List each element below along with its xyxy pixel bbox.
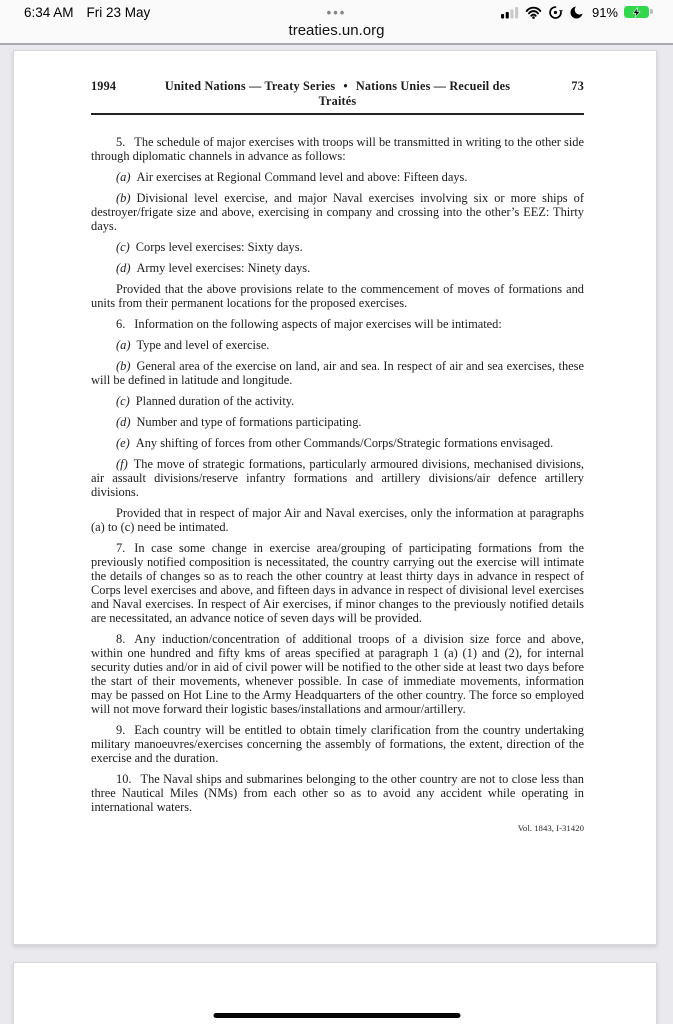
header-title-fr: Nations Unies — Recueil des Traités: [318, 79, 511, 108]
status-right: [501, 5, 649, 20]
doc-paragraph: [91, 191, 584, 233]
paragraph-number: 10.: [116, 772, 132, 786]
doc-paragraph: [91, 338, 584, 352]
running-header: [91, 79, 584, 115]
paragraph-text: Information on the following aspects of major exercises will be intimated:: [134, 317, 502, 331]
doc-paragraph: [91, 359, 584, 387]
volume-citation: Vol. 1843, I-31420: [517, 823, 584, 833]
list-letter: (a): [116, 338, 131, 352]
header-title-en: United Nations — Treaty Series: [164, 79, 336, 93]
doc-paragraph: [91, 240, 584, 254]
paragraph-text: Any induction/concentration of additional troops of a division size force and above, within one hundred and fifty kms of areas specified at paragraph 1 (a) (1) and (2), for internal security duties and/or in aid of civil power will be notified to the other side at least two days before the start of their movements, whenever possible. In case of immediate movements, information may be passed on Hot Line to the Army Headquarters of the other country. The force so employed will not move forward their logistic bases/installations and armour/artillery.: [91, 632, 584, 716]
paragraph-text: Type and level of exercise.: [136, 338, 270, 352]
doc-paragraph: [91, 436, 584, 450]
header-year: 1994: [91, 79, 117, 93]
list-letter: (b): [116, 191, 131, 205]
paragraph-text: General area of the exercise on land, air and sea. In respect of air and sea exercises, these will be defined in latitude and longitude.: [91, 359, 584, 387]
paragraph-text: Army level exercises: Ninety days.: [136, 261, 311, 275]
status-left: [24, 5, 150, 20]
cellular-signal-icon: [501, 6, 519, 19]
paragraph-number: 7.: [116, 541, 126, 555]
paragraph-text: In case some change in exercise area/grouping of participating formations from the previously notified composition is necessitated, the country carrying out the exercise will intimate the details of changes so as to reach the other country at least thirty days in advance in respect of Corps level exercises and above, and fifteen days in advance in respect of divisional level exercises and Naval exercises. In respect of Air exercises, if minor changes to the previously notified details are necessitated, an advance notice of seven days will be provided.: [91, 541, 584, 625]
orientation-lock-icon: [548, 5, 563, 20]
header-page-number: 73: [571, 79, 584, 93]
list-letter: (c): [116, 240, 130, 254]
status-time: 6:34 AM: [24, 4, 74, 20]
pdf-viewport[interactable]: [0, 45, 673, 1024]
header-bullet: •: [343, 79, 348, 93]
doc-paragraph: [91, 506, 584, 534]
doc-paragraph: [91, 282, 584, 310]
doc-paragraph: [91, 723, 584, 765]
paragraph-text: Divisional level exercise, and major Naval exercises involving six or more ships of destroyer/frigate size and above, exercising in company and crossing into the other’s EEZ: Thirty days.: [91, 191, 584, 233]
battery-percent: 91%: [591, 4, 618, 20]
safari-chrome: [0, 0, 673, 45]
paragraph-text: Provided that the above provisions relate to the commencement of moves of formations and units from their permanent locations for the proposed exercises.: [91, 282, 584, 310]
multitask-dots-icon[interactable]: •••: [326, 5, 347, 20]
doc-paragraph: [91, 317, 584, 331]
list-letter: (d): [116, 261, 131, 275]
status-date: Fri 23 May: [86, 4, 151, 20]
focus-moon-icon: [569, 5, 584, 20]
paragraph-text: The move of strategic formations, particularly armoured divisions, mechanised divisions, air assault divisions/reserve infantry formations and artillery divisions/air defence artillery divisions.: [91, 457, 584, 499]
pdf-page-1: [13, 50, 657, 945]
status-bar: [0, 0, 673, 22]
list-letter: (c): [116, 394, 130, 408]
url-text[interactable]: treaties.un.org: [288, 22, 385, 39]
header-title: [161, 79, 514, 109]
doc-paragraph: [91, 394, 584, 408]
paragraph-text: Number and type of formations participating.: [136, 415, 362, 429]
paragraph-text: Each country will be entitled to obtain timely clarification from the country undertaking military manoeuvres/exercises concerning the assembly of formations, the extent, direction of the exercise and the duration.: [91, 723, 584, 765]
paragraph-text: Air exercises at Regional Command level and above: Fifteen days.: [136, 170, 468, 184]
paragraph-text: The schedule of major exercises with troops will be transmitted in writing to the other side through diplomatic channels in advance as follows:: [91, 135, 584, 163]
doc-paragraph: [91, 632, 584, 716]
paragraph-text: The Naval ships and submarines belonging to the other country are not to close less than three Nautical Miles (NMs) from each other so as to avoid any accident while operating in international waters.: [91, 772, 584, 814]
list-letter: (d): [116, 415, 131, 429]
doc-paragraph: [91, 135, 584, 163]
wifi-icon: [525, 6, 542, 19]
charging-bolt-icon: [631, 7, 642, 18]
paragraph-number: 9.: [116, 723, 126, 737]
home-indicator[interactable]: [213, 1013, 460, 1019]
url-bar[interactable]: [0, 22, 673, 43]
document-body: [91, 135, 584, 833]
doc-paragraph: [91, 457, 584, 499]
list-letter: (e): [116, 436, 130, 450]
paragraph-text: Corps level exercises: Sixty days.: [135, 240, 303, 254]
doc-paragraph: [91, 170, 584, 184]
paragraph-number: 6.: [116, 317, 126, 331]
paragraph-number: 5.: [116, 135, 126, 149]
paragraph-number: 8.: [116, 632, 126, 646]
doc-paragraph: [91, 772, 584, 814]
doc-paragraph: [91, 261, 584, 275]
doc-paragraph: [91, 415, 584, 429]
paragraph-text: Any shifting of forces from other Commands/Corps/Strategic formations envisaged.: [135, 436, 554, 450]
paragraph-text: Provided that in respect of major Air and Naval exercises, only the information at paragraphs (a) to (c) need be intimated.: [91, 506, 584, 534]
battery-charging-icon: [624, 6, 649, 19]
list-letter: (b): [116, 359, 131, 373]
list-letter: (a): [116, 170, 131, 184]
list-letter: (f): [116, 457, 128, 471]
paragraph-text: Planned duration of the activity.: [135, 394, 295, 408]
doc-paragraph: [91, 541, 584, 625]
